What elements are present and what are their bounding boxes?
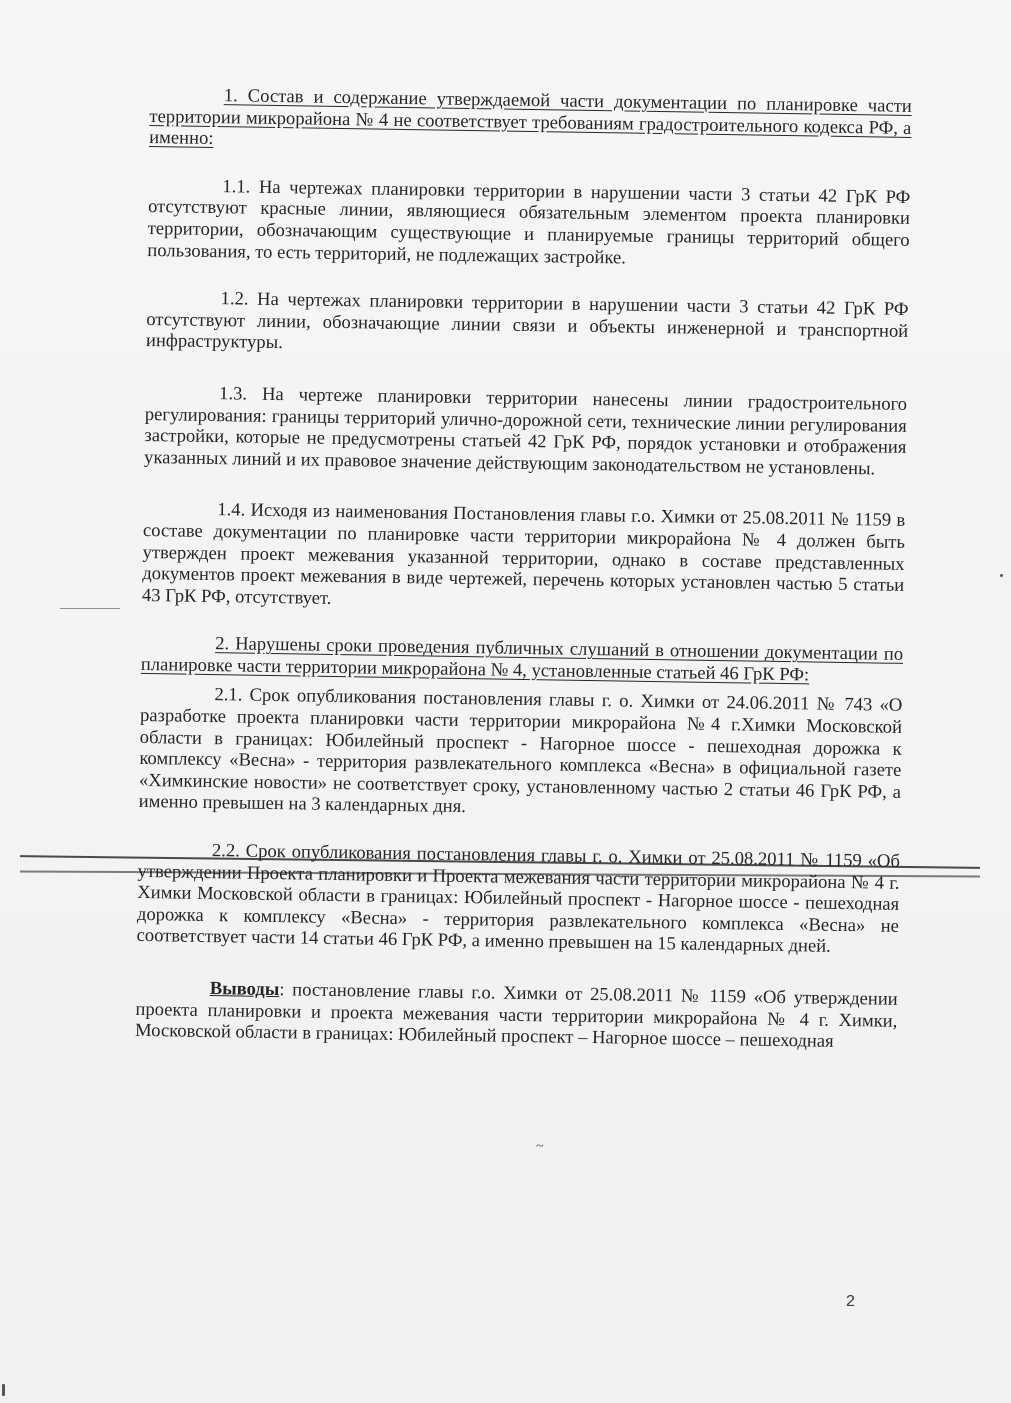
scan-speck (2, 1384, 5, 1396)
section-2-heading: 2. Нарушены сроки проведения публичных слушаний в отношении документации по планировке части территории микрорайона № 4, установленные статьей 46 ГрК РФ: (140, 633, 904, 686)
paragraph-1-4: 1.4. Исходя из наименования Постановления главы г.о. Химки от 25.08.2011 № 1159 в составе документации по планировке части территории микрорайона № 4 должен быть утвержден проект межевания указанной территории, однако в составе представленных документов проект межевания в виде чертежей, перечень которых установлен частью 5 статьи 43 ГрК РФ, отсутствует. (141, 499, 906, 609)
paragraph-1-2: 1.2. На чертежах планировки территории в нарушении части 3 статьи 42 ГрК РФ отсутствуют линии, обозначающие линии связи и объекты инженерной и транспортной инфраструктуры. (145, 288, 909, 354)
page-number: 2 (846, 1293, 855, 1310)
scan-artifact-line (60, 608, 120, 609)
document-body (135, 84, 912, 1054)
scan-speck (1000, 574, 1003, 577)
handwritten-mark: ~ (536, 1139, 544, 1154)
section-1-heading: 1. Состав и содержание утверждаемой части документации по планировке части территории микрорайона № 4 не соответствует требованиям градостроительного кодекса РФ, а именно: (148, 85, 912, 150)
paragraph-1-3: 1.3. На чертеже планировки территории нанесены линии градостроительного регулирования: границы территорий улично-дорожной сети, технические линии регулирования застройки, которые не предусмотрены статьей 42 ГрК РФ, порядок установки и отображения указанных линий и их правовое значение действующим законодательством не установлены. (143, 383, 908, 480)
conclusion-text: : постановление главы г.о. Химки от 25.08.2011 № 1159 «Об утверждении проекта планировки и проекта межевания части территории микрорайона № 4 г. Химки, Московской области в границах: Юбилейный проспект – Нагорное шоссе – пешеходная (134, 979, 898, 1053)
paragraph-1-1: 1.1. На чертежах планировки территории в нарушении части 3 статьи 42 ГрК РФ отсутствуют красные линии, являющиеся обязательным элементом проекта планировки территории, обозначающим существующие и планируемые границы территорий общего пользования, то есть территорий, не подлежащих застройке. (147, 175, 911, 269)
conclusion-paragraph (135, 977, 898, 1054)
paragraph-2-1: 2.1. Срок опубликования постановления главы г. о. Химки от 24.06.2011 № 743 «О разработке проекта планировки части территории микрорайона №4 г.Химки Московской области в границах: Юбилейный проспект - Нагорное шоссе - пешеходная дорожка к комплексу «Весна» - территория развлекательного комплекса «Весна» в официальной газете «Химкинские новости» не соответствует сроку, установленному частью 2 статьи 46 ГрК РФ, а именно превышен на 3 календарных дня. (138, 684, 903, 818)
conclusion-label: Выводы (209, 978, 280, 1001)
paragraph-2-2: 2.2. Срок опубликования постановления главы г. о. Химки от 25.08.2011 № 1159 «Об утверждении Проекта планировки и Проекта межевания части территории микрорайона № 4 г. Химки Московской области в границах: Юбилейный проспект - Нагорное шоссе - пешеходная дорожка к комплексу «Весна» - территория развлекательного комплекса «Весна» не соответствует части 14 статьи 46 ГрК РФ, а именно превышен на 15 календарных дней. (136, 840, 901, 958)
